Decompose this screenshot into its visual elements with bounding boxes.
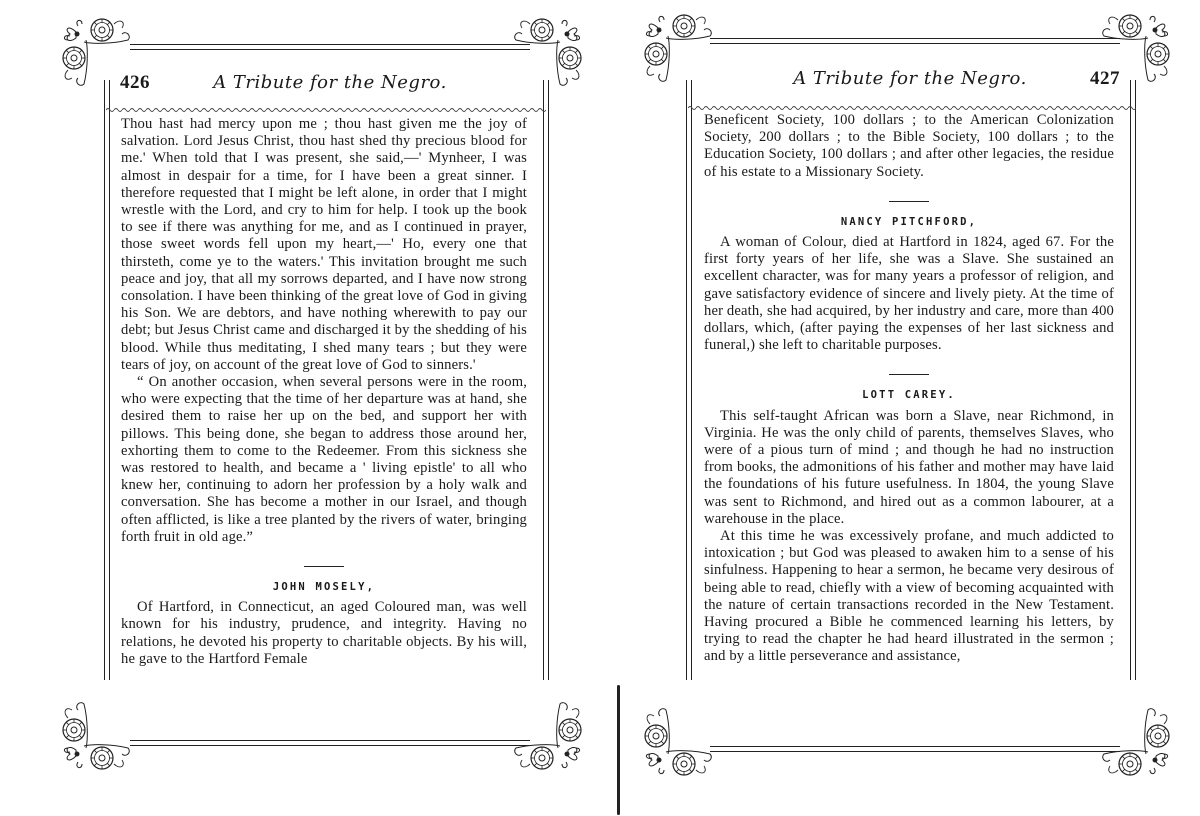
running-title: A Tribute for the Negro. bbox=[213, 72, 447, 93]
frame-left-rule bbox=[686, 80, 692, 680]
paragraph: “ On another occasion, when several persons were in the room, who were expecting that the time of her departure was at hand, she desired them to raise her up on the bed, and support her with pillows. This being done, she began to address those around her, exhorting them to come to the Redeemer. From this sickness she was restored to health, and became a ' living epistle' to all who knew her, continuing to adorn her profession by a holy walk and conversation. She has become a mother in our Israel, and though often afflicted, is like a tree planted by the rivers of water, bringing forth fruit in old age.” bbox=[121, 374, 527, 545]
paragraph: A woman of Colour, died at Hartford in 1824, aged 67. For the first forty years of her life, she was a Slave. She sustained an excellent character, was for many years a professor of religion, and gave satisfactory evidence of sincere and lively piety. At the time of her death, she had acquired, by her industry and care, more than 400 dollars, which, (after paying the expenses of her last sickness and funeral,) she left to charitable purposes. bbox=[704, 234, 1114, 354]
left-page-body bbox=[121, 116, 527, 668]
header-wavy-rule bbox=[106, 100, 546, 106]
frame-top-rule bbox=[710, 38, 1120, 44]
section-divider bbox=[889, 374, 929, 375]
paragraph: At this time he was excessively profane, and much addicted to intoxication ; but God was pleased to awaken him to a sense of his sinfulness. Happening to hear a sermon, he became very desirous of being able to read, chiefly with a view of becoming acquainted with the nature of certain transactions recorded in the New Testament. Having procured a Bible he commenced learning his letters, by trying to read the chapter he had heard illustrated in the sermon ; and by a little perseverance and assistance, bbox=[704, 528, 1114, 665]
section-heading: JOHN MOSELY, bbox=[272, 581, 376, 594]
page-number: 427 bbox=[1090, 68, 1120, 89]
frame-top-rule bbox=[130, 44, 530, 50]
frame-right-rule bbox=[1130, 80, 1136, 680]
corner-ornament-icon bbox=[62, 700, 132, 770]
frame-bottom-rule bbox=[130, 740, 530, 746]
section-heading: LOTT CAREY. bbox=[862, 389, 956, 402]
paragraph: Beneficent Society, 100 dollars ; to the American Colonization Society, 200 dollars ; to the Bible Society, 100 dollars ; to the Education Society, 100 dollars ; and after other legacies, the residue of his estate to a Missionary Society. bbox=[704, 112, 1114, 180]
frame-right-rule bbox=[543, 80, 549, 680]
section-heading: NANCY PITCHFORD, bbox=[840, 215, 978, 228]
running-head bbox=[700, 64, 1120, 94]
paragraph: This self-taught African was born a Slave, near Richmond, in Virginia. He was the only child of parents, themselves Slaves, who were of a pious turn of mind ; and though he had no instruction from books, the admonitions of his father and mother may have laid the foundations of his future usefulness. In 1804, the young Slave was sent to Richmond, and hired out as a common labourer, at a warehouse in the place. bbox=[704, 407, 1114, 527]
frame-bottom-rule bbox=[710, 746, 1120, 752]
running-title: A Tribute for the Negro. bbox=[793, 68, 1027, 89]
corner-ornament-icon bbox=[512, 700, 582, 770]
section-divider bbox=[889, 201, 929, 202]
page-number: 426 bbox=[120, 72, 150, 93]
corner-ornament-icon bbox=[1100, 706, 1170, 776]
paragraph: Thou hast had mercy upon me ; thou hast given me the joy of salvation. Lord Jesus Christ, thou hast shed thy precious blood for me.' When told that I was present, she said,—' Mynheer, I was almost in despair for a time, for I have been a great sinner. I therefore requested that I might be left alone, in order that I might wrestle with the Lord, and cry to him for help. I took up the book to see if there was anything for me, and as I continued in prayer, those sweet words fell upon my heart,—' Ho, every one that thirsteth, come ye to the waters.' This invitation brought me such peace and joy, that all my sorrows departed, and I have now strong consolation. I have been thinking of the great love of God in giving his Son. We are debtors, and have nothing wherewith to pay our debt; but Jesus Christ came and discharged it by the shedding of his blood. While thus meditating, I shed many tears ; but they were tears of joy, on account of the great love of God to sinners.' bbox=[121, 116, 527, 373]
right-page bbox=[600, 0, 1200, 816]
frame-left-rule bbox=[104, 80, 110, 680]
corner-ornament-icon bbox=[644, 706, 714, 776]
right-page-body bbox=[704, 112, 1114, 666]
header-wavy-rule bbox=[688, 98, 1136, 104]
section-divider bbox=[304, 566, 344, 567]
paragraph: Of Hartford, in Connecticut, an aged Coloured man, was well known for his industry, prudence, and integrity. Having no relations, he devoted his property to charitable objects. By his will, he gave to the Hartford Female bbox=[121, 599, 527, 667]
running-head bbox=[120, 68, 540, 98]
